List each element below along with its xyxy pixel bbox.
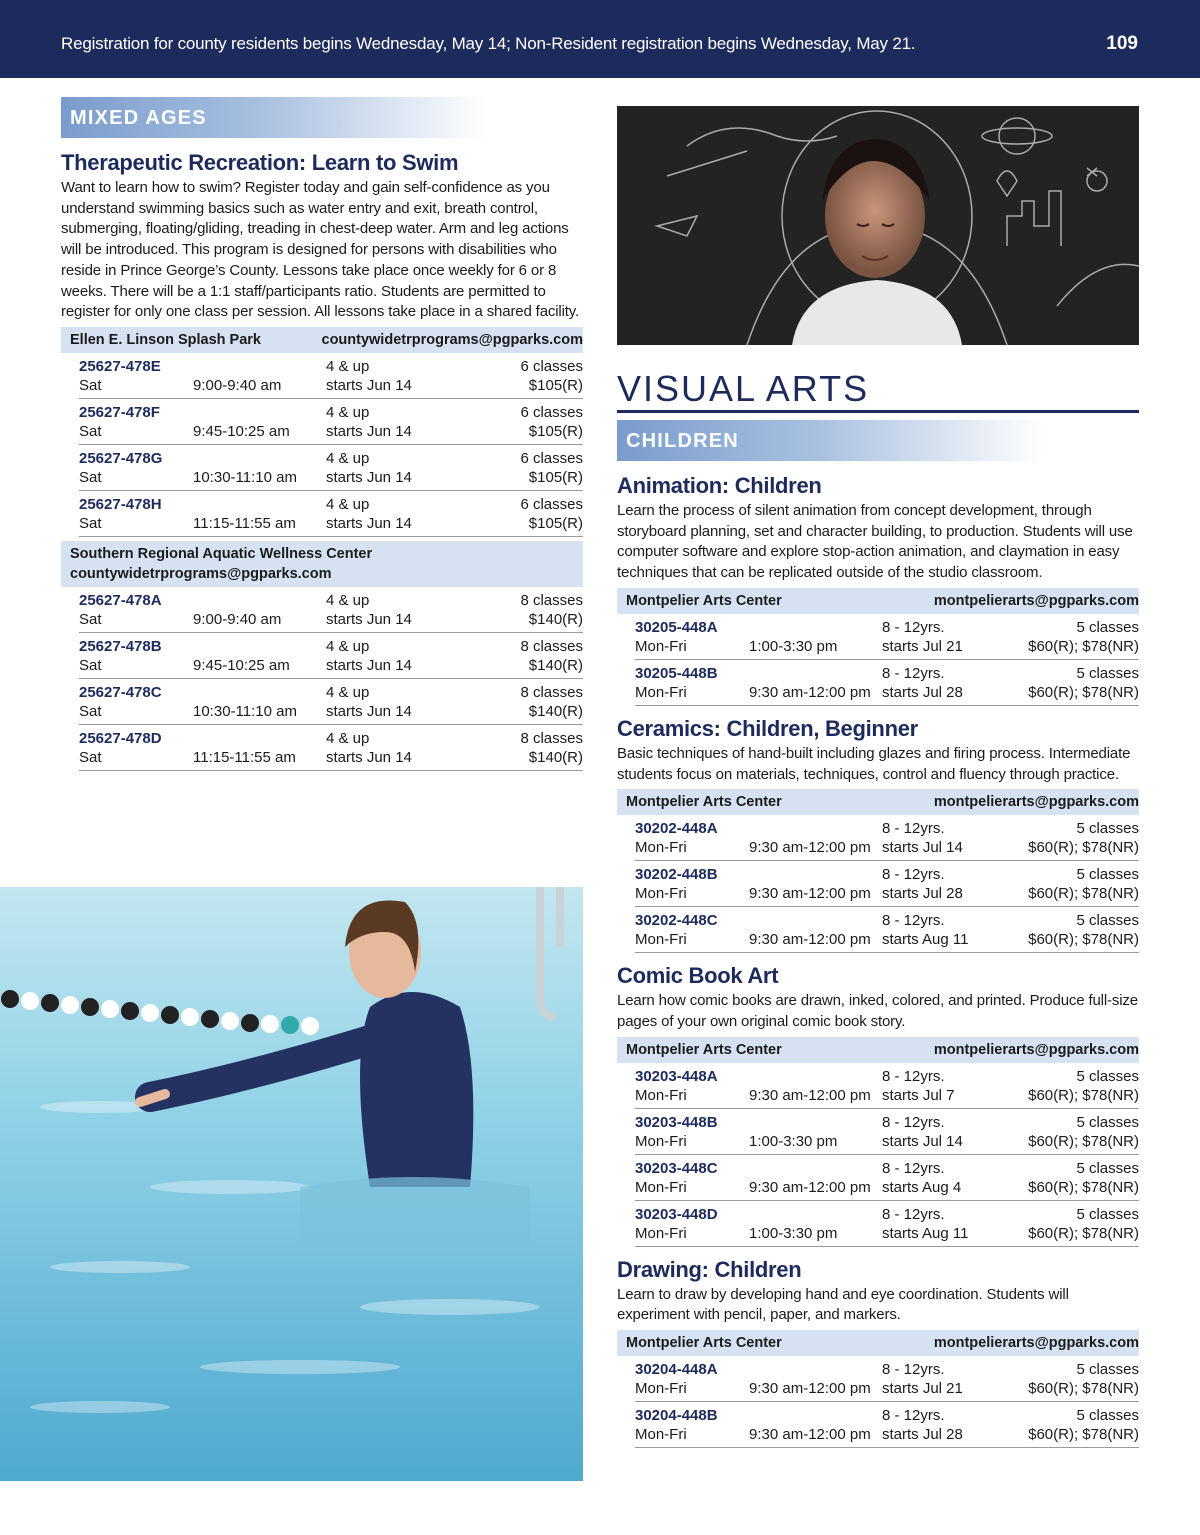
program-description: Learn how comic books are drawn, inked, colored, and printed. Produce full-size pages of your own original comic book story.: [617, 992, 1138, 1030]
location-bar: [617, 789, 1139, 815]
class-time: 9:00-9:40 am: [193, 610, 282, 628]
class-days: Mon-Fri: [635, 931, 687, 949]
class-time: 11:15-11:55 am: [193, 748, 296, 766]
class-start-date: starts Jun 14: [326, 514, 412, 532]
class-fee: $60(R); $78(NR): [1028, 1086, 1139, 1104]
class-count: 5 classes: [1076, 1159, 1139, 1177]
class-code[interactable]: 25627-478F: [79, 403, 160, 421]
pool-illustration: [0, 887, 583, 1481]
class-count: 6 classes: [520, 403, 583, 421]
section-title: VISUAL ARTS: [617, 368, 1139, 413]
class-age: 8 - 12yrs.: [882, 1205, 945, 1223]
class-days: Sat: [79, 376, 102, 394]
class-time: 9:30 am-12:00 pm: [749, 931, 871, 949]
class-age: 4 & up: [326, 403, 370, 421]
class-code[interactable]: 25627-478B: [79, 637, 162, 655]
class-days: Sat: [79, 468, 102, 486]
program-description: Learn the process of silent animation from concept development, through storyboard planning, set and character building, to production. Students will use computer software and explore stop-action animation, and claymation in easy techniques that can be replicated outside of the studio classroom.: [617, 502, 1133, 582]
class-days: Mon-Fri: [635, 1178, 687, 1196]
registration-notice: Registration for county residents begins Wednesday, May 14; Non-Resident registration begins Wednesday, May 21.: [61, 34, 916, 53]
class-row: [635, 614, 1139, 660]
class-fee: $105(R): [528, 468, 583, 486]
class-fee: $140(R): [528, 656, 583, 674]
right-column: [617, 420, 1139, 1448]
class-row: [635, 660, 1139, 706]
class-count: 5 classes: [1076, 912, 1139, 930]
class-start-date: starts Aug 11: [882, 931, 969, 949]
photo-girl-astronaut: [617, 106, 1139, 345]
location-email[interactable]: countywidetrprograms@pgparks.com: [321, 331, 583, 348]
age-group-banner: CHILDREN: [617, 420, 1067, 461]
class-start-date: starts Jul 21: [882, 1380, 963, 1398]
class-time: 11:15-11:55 am: [193, 514, 296, 532]
class-fee: $60(R); $78(NR): [1028, 683, 1139, 701]
class-start-date: starts Aug 4: [882, 1178, 962, 1196]
class-days: Mon-Fri: [635, 839, 687, 857]
class-row: [635, 861, 1139, 907]
program-title: Therapeutic Recreation: Learn to Swim: [61, 150, 459, 175]
class-row: [635, 1109, 1139, 1155]
location-email[interactable]: montpelierarts@pgparks.com: [933, 1335, 1139, 1352]
class-start-date: starts Jun 14: [326, 422, 412, 440]
class-code[interactable]: 30203-448A: [635, 1067, 718, 1085]
location-name: Montpelier Arts Center: [626, 1335, 782, 1352]
photo-swim-instructor: [0, 887, 583, 1481]
class-start-date: starts Jul 14: [882, 1132, 963, 1150]
class-fee: $140(R): [528, 748, 583, 766]
location-bar: [617, 1330, 1139, 1356]
class-code[interactable]: 30203-448B: [635, 1113, 718, 1131]
class-code[interactable]: 30202-448B: [635, 866, 718, 884]
class-age: 4 & up: [326, 591, 370, 609]
location-name: Montpelier Arts Center: [626, 1041, 782, 1058]
class-time: 1:00-3:30 pm: [749, 1132, 838, 1150]
class-fee: $60(R); $78(NR): [1028, 931, 1139, 949]
class-count: 6 classes: [520, 449, 583, 467]
class-code[interactable]: 30203-448C: [635, 1159, 718, 1177]
location-bar: [61, 327, 583, 353]
class-count: 6 classes: [520, 495, 583, 513]
class-age: 4 & up: [326, 637, 370, 655]
class-count: 5 classes: [1076, 1113, 1139, 1131]
class-time: 9:30 am-12:00 pm: [749, 839, 871, 857]
class-row: [79, 587, 583, 633]
class-days: Sat: [79, 514, 102, 532]
class-start-date: starts Jul 28: [882, 1426, 963, 1444]
class-time: 9:00-9:40 am: [193, 376, 282, 394]
class-code[interactable]: 30202-448A: [635, 820, 718, 838]
class-count: 5 classes: [1076, 820, 1139, 838]
class-age: 8 - 12yrs.: [882, 1407, 945, 1425]
class-days: Sat: [79, 656, 102, 674]
class-count: 5 classes: [1076, 1407, 1139, 1425]
location-email[interactable]: montpelierarts@pgparks.com: [933, 1041, 1139, 1058]
class-row: [635, 815, 1139, 861]
chalkboard-illustration: [617, 106, 1139, 345]
location-bar: [617, 588, 1139, 614]
class-fee: $60(R); $78(NR): [1028, 1224, 1139, 1242]
class-row: [635, 1063, 1139, 1109]
class-age: 4 & up: [326, 449, 370, 467]
program-title: Drawing: Children: [617, 1256, 802, 1282]
class-time: 9:30 am-12:00 pm: [749, 683, 871, 701]
class-age: 8 - 12yrs.: [882, 1113, 945, 1131]
class-age: 4 & up: [326, 683, 370, 701]
location-name: Southern Regional Aquatic Wellness Center: [70, 545, 373, 562]
class-start-date: starts Jun 14: [326, 376, 412, 394]
class-time: 10:30-11:10 am: [193, 468, 297, 486]
class-age: 4 & up: [326, 357, 370, 375]
class-row: [79, 679, 583, 725]
class-start-date: starts Jul 21: [882, 637, 963, 655]
class-code[interactable]: 30204-448B: [635, 1407, 718, 1425]
class-count: 6 classes: [520, 357, 583, 375]
class-row: [79, 633, 583, 679]
program-list: [617, 473, 1139, 1448]
class-fee: $60(R); $78(NR): [1028, 839, 1139, 857]
class-fee: $105(R): [528, 376, 583, 394]
class-days: Mon-Fri: [635, 637, 687, 655]
class-count: 8 classes: [520, 683, 583, 701]
class-age: 8 - 12yrs.: [882, 1159, 945, 1177]
location-email[interactable]: countywidetrprograms@pgparks.com: [70, 565, 332, 582]
left-column: [61, 97, 583, 771]
class-days: Mon-Fri: [635, 1224, 687, 1242]
class-start-date: starts Jul 28: [882, 885, 963, 903]
class-time: 9:30 am-12:00 pm: [749, 1086, 871, 1104]
class-count: 8 classes: [520, 637, 583, 655]
page-number: 109: [1106, 33, 1138, 54]
program-description: Learn to draw by developing hand and eye coordination. Students will experiment with pencil, paper, and markers.: [617, 1285, 1069, 1324]
class-time: 9:30 am-12:00 pm: [749, 1426, 871, 1444]
class-time: 1:00-3:30 pm: [749, 637, 838, 655]
class-days: Mon-Fri: [635, 885, 687, 903]
class-fee: $60(R); $78(NR): [1028, 1426, 1139, 1444]
class-count: 5 classes: [1076, 1361, 1139, 1379]
class-days: Sat: [79, 422, 102, 440]
program-description: Basic techniques of hand-built including glazes and firing process. Intermediate students focus on materials, techniques, control and fluency through practice.: [617, 744, 1131, 783]
class-fee: $60(R); $78(NR): [1028, 1132, 1139, 1150]
class-start-date: starts Jun 14: [326, 702, 412, 720]
class-time: 10:30-11:10 am: [193, 702, 297, 720]
class-age: 4 & up: [326, 495, 370, 513]
page-header: [0, 0, 1200, 78]
class-start-date: starts Jun 14: [326, 748, 412, 766]
class-days: Sat: [79, 610, 102, 628]
class-start-date: starts Jul 14: [882, 839, 963, 857]
location-name: Ellen E. Linson Splash Park: [70, 331, 261, 348]
class-fee: $60(R); $78(NR): [1028, 637, 1139, 655]
class-days: Mon-Fri: [635, 1426, 687, 1444]
class-days: Mon-Fri: [635, 1086, 687, 1104]
location-email[interactable]: montpelierarts@pgparks.com: [933, 794, 1139, 811]
class-days: Mon-Fri: [635, 683, 687, 701]
class-code[interactable]: 30202-448C: [635, 912, 718, 930]
class-count: 5 classes: [1076, 618, 1139, 636]
program-title: Comic Book Art: [617, 963, 779, 989]
class-time: 1:00-3:30 pm: [749, 1224, 838, 1242]
class-row: [79, 399, 583, 445]
location-email[interactable]: montpelierarts@pgparks.com: [933, 592, 1139, 609]
class-time: 9:45-10:25 am: [193, 656, 290, 674]
class-code[interactable]: 25627-478E: [79, 357, 161, 375]
location-bar: [61, 541, 583, 587]
class-age: 8 - 12yrs.: [882, 1067, 945, 1085]
class-fee: $60(R); $78(NR): [1028, 885, 1139, 903]
class-count: 5 classes: [1076, 866, 1139, 884]
class-row: [635, 1356, 1139, 1402]
class-age: 8 - 12yrs.: [882, 618, 945, 636]
class-code[interactable]: 25627-478D: [79, 729, 162, 747]
class-count: 8 classes: [520, 729, 583, 747]
class-code[interactable]: 30203-448D: [635, 1205, 718, 1223]
class-fee: $60(R); $78(NR): [1028, 1178, 1139, 1196]
class-time: 9:30 am-12:00 pm: [749, 885, 871, 903]
class-code[interactable]: 25627-478H: [79, 495, 162, 513]
class-days: Mon-Fri: [635, 1380, 687, 1398]
class-start-date: starts Jul 28: [882, 683, 963, 701]
class-row: [635, 1155, 1139, 1201]
program-title: Animation: Children: [617, 473, 822, 498]
class-days: Sat: [79, 702, 102, 720]
class-count: 5 classes: [1076, 1067, 1139, 1085]
class-age: 8 - 12yrs.: [882, 664, 945, 682]
class-start-date: starts Jul 7: [882, 1086, 955, 1104]
class-row: [79, 445, 583, 491]
class-code[interactable]: 30205-448A: [635, 618, 718, 636]
class-row: [635, 1201, 1139, 1247]
class-time: 9:30 am-12:00 pm: [749, 1380, 871, 1398]
class-fee: $140(R): [528, 702, 583, 720]
class-fee: $140(R): [528, 610, 583, 628]
class-row: [79, 725, 583, 771]
class-count: 5 classes: [1076, 664, 1139, 682]
location-list: [61, 327, 583, 771]
class-fee: $60(R); $78(NR): [1028, 1380, 1139, 1398]
class-code[interactable]: 30205-448B: [635, 664, 718, 682]
class-row: [79, 491, 583, 537]
class-row: [79, 353, 583, 399]
class-row: [635, 907, 1139, 953]
location-name: Montpelier Arts Center: [626, 794, 782, 811]
class-time: 9:45-10:25 am: [193, 422, 290, 440]
class-fee: $105(R): [528, 422, 583, 440]
class-code[interactable]: 30204-448A: [635, 1361, 718, 1379]
class-start-date: starts Jun 14: [326, 610, 412, 628]
class-count: 8 classes: [520, 591, 583, 609]
class-row: [635, 1402, 1139, 1448]
class-days: Mon-Fri: [635, 1132, 687, 1150]
class-age: 8 - 12yrs.: [882, 820, 945, 838]
class-code[interactable]: 25627-478G: [79, 449, 163, 467]
location-bar: [617, 1037, 1139, 1063]
location-name: Montpelier Arts Center: [626, 592, 782, 609]
class-code[interactable]: 25627-478A: [79, 591, 162, 609]
class-time: 9:30 am-12:00 pm: [749, 1178, 871, 1196]
class-age: 4 & up: [326, 729, 370, 747]
class-fee: $105(R): [528, 514, 583, 532]
class-code[interactable]: 25627-478C: [79, 683, 162, 701]
class-age: 8 - 12yrs.: [882, 1361, 945, 1379]
class-start-date: starts Jun 14: [326, 468, 412, 486]
class-days: Sat: [79, 748, 102, 766]
class-count: 5 classes: [1076, 1205, 1139, 1223]
age-group-banner: MIXED AGES: [61, 97, 511, 138]
program-description: Want to learn how to swim? Register today and gain self-confidence as you understand swimming basics such as water entry and exit, breath control, submerging, floating/gliding, treading in chest-deep water. Arm and leg actions will be introduced. This program is designed for persons with disabilities who reside in Prince George’s County. Lessons take place once weekly for 6 or 8 weeks. There will be a 1:1 staff/participants ratio. Students are permitted to register for only one class per session. All lessons take place in a shared facility.: [61, 179, 580, 321]
class-age: 8 - 12yrs.: [882, 912, 945, 930]
class-start-date: starts Jun 14: [326, 656, 412, 674]
program-title: Ceramics: Children, Beginner: [617, 715, 918, 741]
class-start-date: starts Aug 11: [882, 1224, 969, 1242]
class-age: 8 - 12yrs.: [882, 866, 945, 884]
